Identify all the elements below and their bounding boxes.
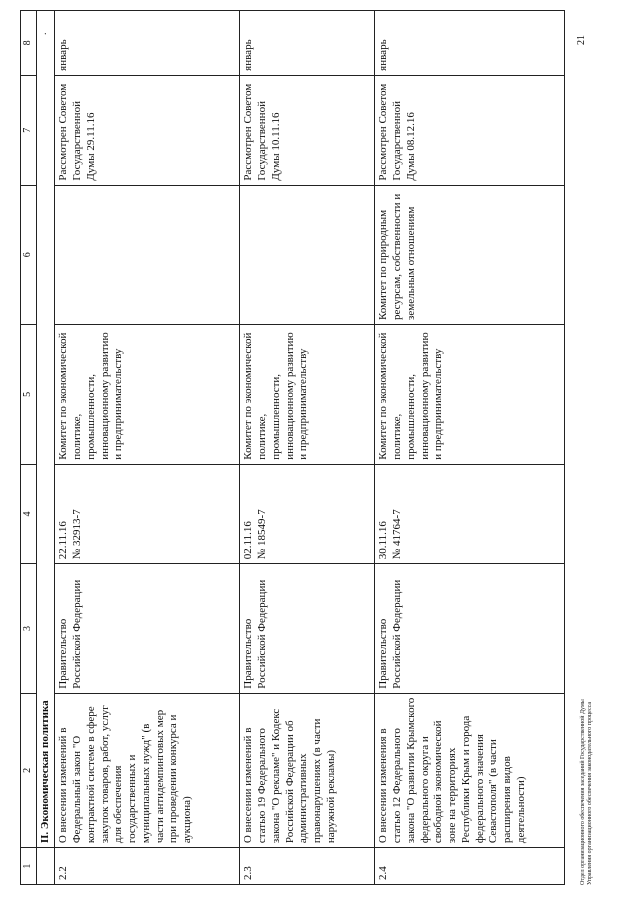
col-header-4: 4 — [21, 464, 37, 563]
col-header-7: 7 — [21, 75, 37, 185]
row-number: 2.4 — [375, 848, 565, 885]
planned-month: январь — [240, 11, 375, 76]
bill-initiator: Правительство Российской Федерации — [375, 564, 565, 694]
row-number: 2.2 — [55, 848, 240, 885]
bill-date-number: 02.11.16 № 18549-7 — [240, 464, 375, 563]
bill-status: Рассмотрен Советом Государственной Думы 29.11.16 — [55, 75, 240, 185]
planned-month: январь — [55, 11, 240, 76]
bill-status: Рассмотрен Советом Государственной Думы 08.12.16 — [375, 75, 565, 185]
footer-line-2: Управления организационного обеспечения законодательного процесса — [587, 701, 594, 885]
table-row — [240, 11, 375, 885]
rotated-page — [20, 10, 620, 885]
table-row — [55, 11, 240, 885]
col-header-2: 2 — [21, 693, 37, 847]
table-row — [375, 11, 565, 885]
bill-date-number: 22.11.16 № 32913-7 — [55, 464, 240, 563]
co-committee: Комитет по природным ресурсам, собственности и земельным отношениям — [375, 185, 565, 324]
bill-initiator: Правительство Российской Федерации — [55, 564, 240, 694]
footer — [580, 185, 594, 885]
col-header-1: 1 — [21, 848, 37, 885]
co-committee — [240, 185, 375, 324]
responsible-committee: Комитет по экономической политике, промышленности, инновационному развитию и предпринимательству — [55, 324, 240, 464]
section-title: II. Экономическая политика — [36, 11, 55, 848]
bill-title: О внесении изменений в Федеральный закон "О контрактной системе в сфере закупок товаров, работ, услуг для обеспечения государственных и муниципальных нужд" (в части антидемпинговых мер при проведении конкурса и аукциона) — [55, 693, 240, 847]
bill-initiator: Правительство Российской Федерации — [240, 564, 375, 694]
section-row — [36, 11, 55, 885]
bill-status: Рассмотрен Советом Государственной Думы 10.11.16 — [240, 75, 375, 185]
page-number: 21 — [576, 35, 587, 45]
tick-mark: . — [38, 32, 49, 35]
col-header-3: 3 — [21, 564, 37, 694]
responsible-committee: Комитет по экономической политике, промышленности, инновационному развитию и предпринимательству — [240, 324, 375, 464]
col-header-6: 6 — [21, 185, 37, 324]
legislation-table — [20, 10, 565, 885]
col-header-5: 5 — [21, 324, 37, 464]
column-number-row — [21, 11, 37, 885]
planned-month: январь — [375, 11, 565, 76]
col-header-8: 8 — [21, 11, 37, 76]
row-number: 2.3 — [240, 848, 375, 885]
bill-title: О внесении изменения в статью 12 Федерального закона "О развитии Крымского федерального округа и свободной экономической зоне на территориях Республики Крым и города федерального значения Севастополя" (в части расширения видов деятельности) — [375, 693, 565, 847]
co-committee — [55, 185, 240, 324]
bill-date-number: 30.11.16 № 41764-7 — [375, 464, 565, 563]
bill-title: О внесении изменений в статью 19 Федерального закона "О рекламе" и Кодекс Российской Федерации об административных правонарушениях (в части наружной рекламы) — [240, 693, 375, 847]
responsible-committee: Комитет по экономической политике, промышленности, инновационному развитию и предпринимательству — [375, 324, 565, 464]
footer-line-1: Отдел организационного обеспечения заседаний Государственной Думы — [580, 699, 586, 885]
